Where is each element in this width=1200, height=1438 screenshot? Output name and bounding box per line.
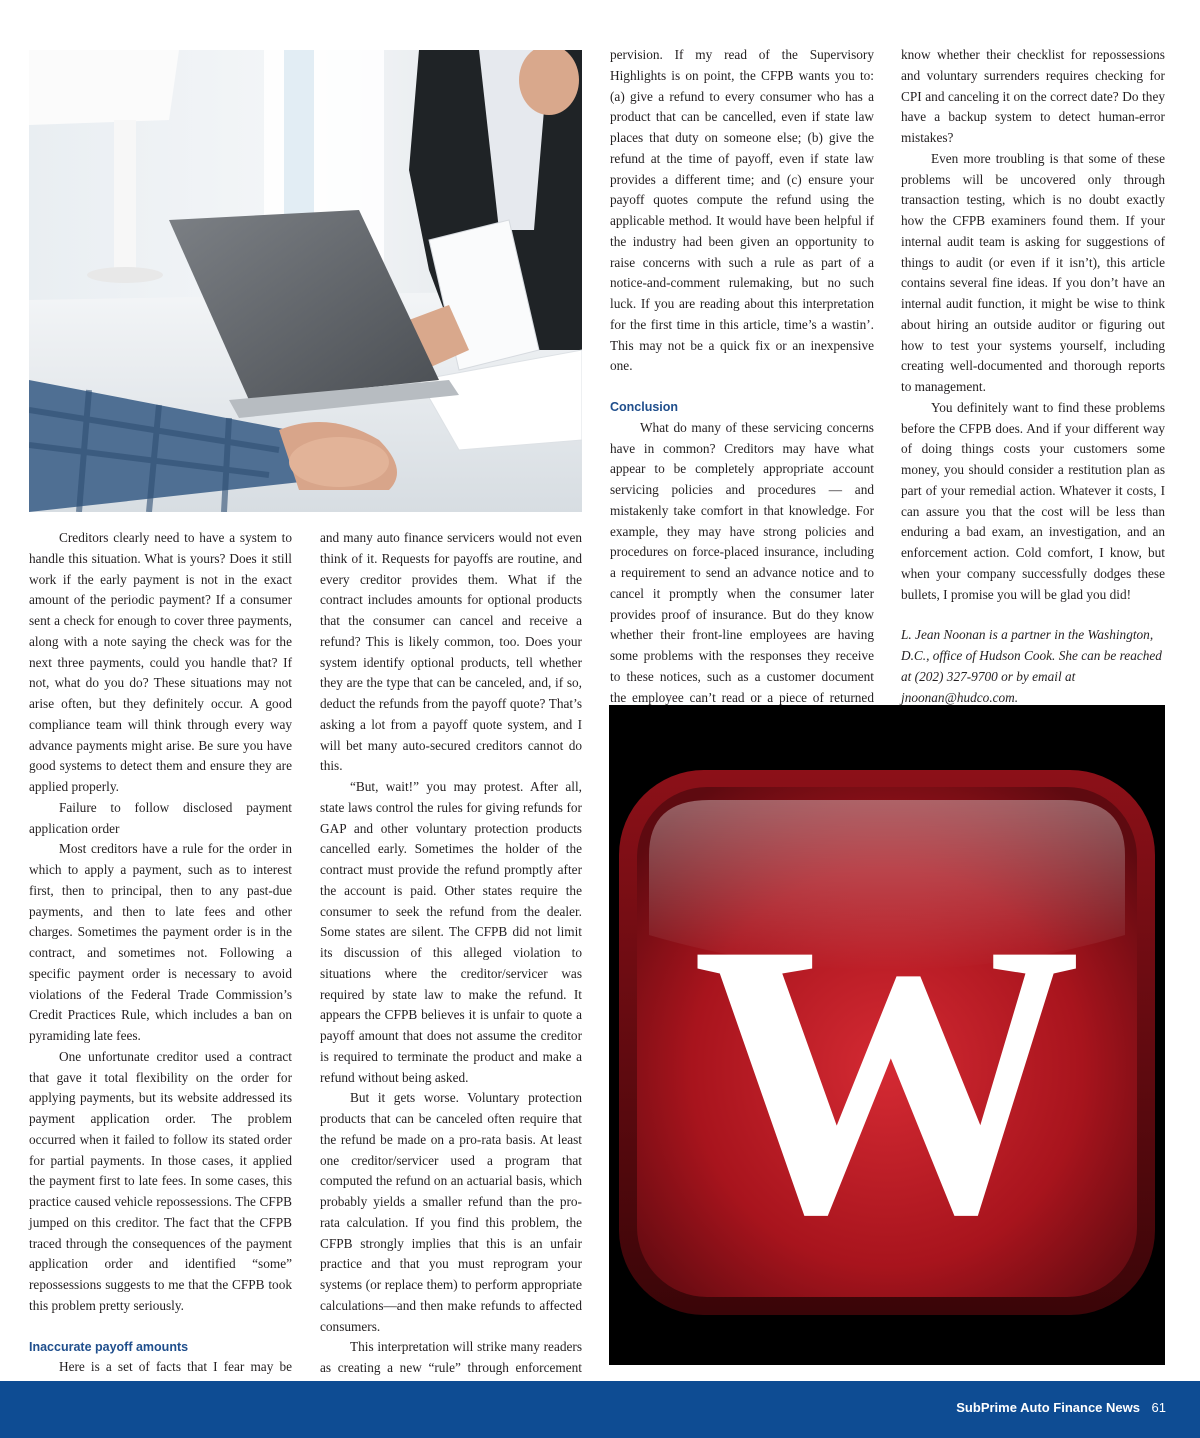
article-photo bbox=[29, 50, 582, 512]
author-bio: L. Jean Noonan is a partner in the Washington, D.C., office of Hudson Cook. She can be reached at (202) 327-9700 or by email at jnoonan@hudco.com. bbox=[901, 627, 1162, 705]
article-column-3 bbox=[610, 45, 874, 729]
publication-name: SubPrime Auto Finance News bbox=[956, 1400, 1140, 1415]
paragraph: Creditors clearly need to have a system to handle this situation. What is yours? Does it still work if the early payment is not in the exact amount of the periodic payment? If a consumer sent a check for enough to cover three payments, along with a note saying the check was for the next three payments, could you handle that? If not, what do you do? These situations may not arise often, but they definitely occur. A good compliance team will think through every way advance payments might arise. Be sure you have good systems to detect them and ensure they are applied properly. bbox=[29, 530, 292, 794]
article-column-2 bbox=[320, 528, 582, 1400]
paragraph: But it gets worse. Voluntary protection products that can be canceled often require that the refund be made on a pro-rata basis. At least one creditor/servicer used a program that computed the refund on an actuarial basis, which probably yields a smaller refund than the pro-rata calculation. If you find this problem, the CFPB strongly implies that this is an unfair practice and that you must reprogram your systems (or replace them) to perform appropriate calculations—and then make refunds to affected consumers. bbox=[320, 1090, 582, 1334]
logo-letter: W bbox=[692, 863, 1082, 1295]
paragraph: What do many of these servicing concerns have in common? Creditors may have what appear to be completely appropriate account servicing policies and procedures — and mistakenly take comfort in that knowledge. For example, they may have strong policies and procedures on force-placed insurance, including a requirement to send an advance notice and to cancel it promptly when the consumer later provides proof of insurance. But do they know whether their front-line employees are having some problems with the responses they receive to these notices, such as a customer document the employee can’t read or a piece of returned bbox=[610, 419, 874, 705]
paragraph: “But, wait!” you may protest. After all, state laws control the rules for giving refunds for GAP and other voluntary protection products cancelled early. Sometimes the holder of the contract must provide the refund promptly after the account is paid. Other states require the consumer to seek the refund from the dealer. Some states are silent. The CFPB did not limit its discussion of this alleged violation to situations where the creditor/servicer was required by state law to make the refund. It appears the CFPB believes it is unfair to quote a payoff amount that does not assume the creditor is required to terminate the product and make a refund without being asked. bbox=[320, 779, 582, 1085]
paragraph: This interpretation will strike many readers as creating a new “rule” through enforcement bbox=[320, 1339, 582, 1375]
paragraph: and many auto finance servicers would not even think of it. Requests for payoffs are routine, and every creditor provides them. What if the contract includes amounts for optional products that the consumer can cancel and receive a refund? This is likely common, too. Does your system identify optional products, tell whether they are the type that can be canceled, and, if so, deduct the refunds from the payoff quote? That’s asking a lot from a payoff quote system, and I will bet many auto-secured creditors cannot do this. bbox=[320, 530, 582, 774]
paragraph: Failure to follow disclosed payment application order bbox=[29, 799, 292, 836]
paragraph: Even more troubling is that some of these problems will be uncovered only through transaction testing, which is no doubt exactly how the CFPB examiners found them. If your internal audit team is asking for suggestions of things to audit (or even if it isn’t), this article contains several fine ideas. If you don’t have an internal audit function, it might be wise to think about hiring an outside auditor or figuring out how to test your systems yourself, including creating well-documented and thorough reports to management. bbox=[901, 150, 1165, 394]
page-footer bbox=[0, 1381, 1200, 1438]
office-meeting-illustration bbox=[29, 50, 582, 512]
section-heading-inaccurate-payoff: Inaccurate payoff amounts bbox=[29, 1339, 189, 1354]
section-heading-conclusion: Conclusion bbox=[610, 400, 679, 414]
w-logo-icon bbox=[609, 705, 1165, 1365]
w-logo-graphic bbox=[609, 705, 1165, 1365]
paragraph: Here is a set of facts that I fear may be bbox=[59, 1359, 292, 1375]
paragraph: One unfortunate creditor used a contract that gave it total flexibility on the order for applying payments, but its website addressed its payment application order. The problem occurred when it failed to follow its stated order for partial payments. In those cases, it applied the payment first to late fees. In some cases, this practice caused vehicle repossessions. The CFPB jumped on this creditor. The fact that the CFPB traced through the consequences of the payment application order and identified “some” repossessions suggests to me that the CFPB took this problem pretty seriously. bbox=[29, 1048, 292, 1313]
paragraph: know whether their checklist for repossessions and voluntary surrenders requires checking for CPI and canceling it on the correct date? Do they have a backup system to detect human-error mistakes? bbox=[901, 47, 1165, 145]
paragraph: pervision. If my read of the Supervisory Highlights is on point, the CFPB wants you to: (a) give a refund to every consumer who has a product that can be cancelled, even if state law places that duty on someone else; (b) give the refund at the time of payoff, even if state law provides a different time; and (c) ensure your payoff quotes compute the refund using the applicable method. It would have been helpful if the industry had been given an opportunity to raise concerns with such a rule as part of a notice-and-comment rulemaking, but no such luck. If you are reading about this interpretation for the first time in this article, time’s a wastin’. This may not be a quick fix or an inexpensive one. bbox=[610, 47, 874, 374]
article-column-1 bbox=[29, 528, 292, 1399]
article-column-4 bbox=[901, 45, 1165, 708]
paragraph: Most creditors have a rule for the order in which to apply a payment, such as to interest first, then to principal, then to any past-due payments, and then to late fees and other charges. Sometimes the payment order is in the contract, and sometimes not. Following a specific payment order is necessary to avoid violations of the Federal Trade Commission’s Credit Practices Rule, which includes a ban on pyramiding late fees. bbox=[29, 841, 292, 1043]
page-number: 61 bbox=[1151, 1400, 1166, 1415]
paragraph: You definitely want to find these problems before the CFPB does. And if your different way of doing things costs your customers some money, you should consider a restitution plan as part of your remedial action. Whatever it costs, I can assure you that the cost will be less than enduring a bad exam, an investigation, and an enforcement action. Cold comfort, I know, but when your company successfully dodges these bullets, I promise you will be glad you did! bbox=[901, 399, 1165, 602]
